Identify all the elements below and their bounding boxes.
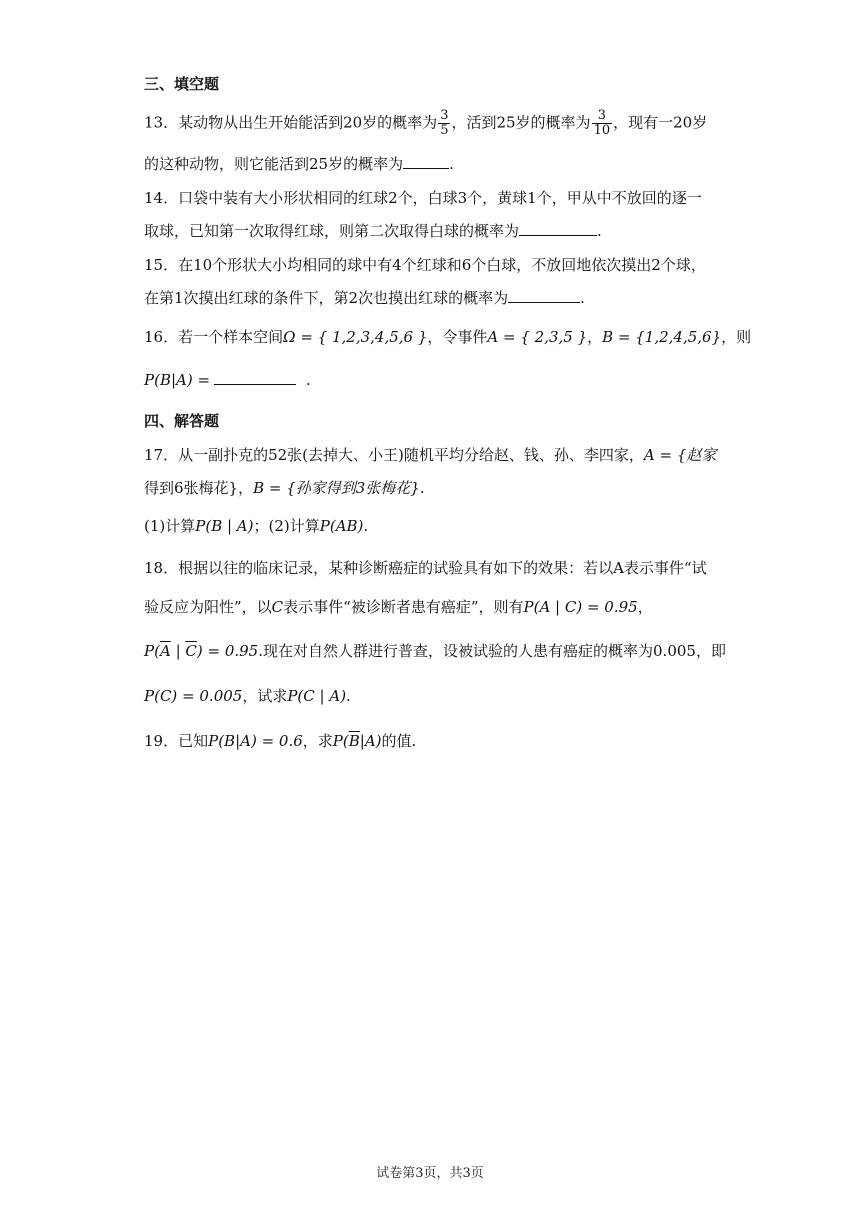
question-text: ，试求 — [242, 687, 288, 705]
question-number: 16． — [144, 328, 179, 346]
math-p-bbar-given-a: $P(\overline{B}|A)$ — [332, 732, 382, 750]
question-text: 在第1次摸出红球的条件下，第2次也摸出红球的概率为 — [144, 289, 509, 307]
question-text: 的值. — [381, 732, 417, 750]
question-text: .现在对自然人群进行普查，设被试验的人患有癌症的概率为0.005，即 — [258, 642, 726, 660]
math-p-c: P(C) = 0.005 — [144, 687, 243, 705]
question-text: 在10个形状大小均相同的球中有4个红球和6个白球，不放回地依次摸出2个球， — [178, 256, 706, 274]
math-event-c: C — [271, 598, 284, 616]
question-text: ， — [587, 328, 603, 346]
question-text: ，令事件 — [427, 328, 488, 346]
math-p-a-given-c: P(A | C) = 0.95 — [523, 598, 638, 616]
math-conditional-probability: P(B|A) = — [144, 371, 211, 389]
question-text: 口袋中装有大小形状相同的红球2个，白球3个，黄球1个，甲从中不放回的逐一 — [178, 189, 702, 207]
question-text: 根据以往的临床记录，某种诊断癌症的试验具有如下的效果：若以A表示事件“试 — [178, 559, 707, 577]
question-text: 已知 — [178, 732, 209, 750]
answer-blank[interactable] — [403, 154, 449, 169]
section-title-fill-in: 三、填空题 — [144, 75, 220, 93]
question-number: 14． — [144, 189, 179, 207]
question-19-line-1 — [144, 730, 720, 752]
question-text: . — [346, 687, 351, 705]
question-text: ，现有一20岁 — [613, 113, 708, 132]
question-15-line-1 — [144, 254, 720, 276]
question-text: . — [449, 155, 454, 173]
question-text: ；(2)计算 — [253, 517, 320, 535]
question-text: ，则 — [721, 328, 752, 346]
fraction-numerator: 3 — [592, 109, 613, 124]
question-14-line-1 — [144, 187, 720, 209]
question-16-line-2 — [144, 369, 720, 391]
math-p-b-given-a: P(B | A) — [195, 517, 254, 535]
fraction-denominator: 10 — [593, 123, 611, 138]
question-number: 19． — [144, 732, 179, 750]
page-footer: 试卷第3页，共3页 — [376, 1166, 484, 1181]
question-17-line-1 — [144, 444, 720, 466]
math-event-a: A = { 2,3,5 } — [487, 328, 588, 346]
question-18-line-4 — [144, 685, 720, 707]
answer-blank[interactable] — [508, 288, 580, 303]
question-text: 验反应为阳性”，以 — [144, 598, 272, 616]
question-17-line-2 — [144, 477, 720, 499]
question-14-line-2 — [144, 220, 720, 242]
question-13-line-2 — [144, 153, 720, 175]
answer-blank[interactable] — [214, 370, 296, 385]
question-text: ，求 — [302, 732, 333, 750]
question-text: 某动物从出生开始能活到20岁的概率为 — [178, 113, 438, 132]
question-17-line-3 — [144, 515, 720, 537]
question-text: ，活到25岁的概率为 — [451, 113, 591, 132]
question-13-line-1 — [144, 109, 720, 138]
math-sample-space: Ω = { 1,2,3,4,5,6 } — [283, 328, 428, 346]
question-18-line-3 — [144, 640, 726, 662]
math-p-ab: P(AB) — [319, 517, 364, 535]
math-event-b: B = {1,2,4,5,6} — [602, 328, 722, 346]
question-18-line-2 — [144, 596, 720, 618]
math-p-c-given-a: P(C | A) — [287, 687, 347, 705]
answer-blank[interactable] — [519, 221, 597, 236]
question-text: 得到6张梅花}， — [144, 479, 254, 497]
question-text: 表示事件“被诊断者患有癌症”，则有 — [283, 598, 524, 616]
question-text: . — [580, 289, 585, 307]
question-text: ， — [637, 598, 653, 616]
question-18-line-1 — [144, 557, 720, 579]
question-text: 从一副扑克的52张(去掉大、小王)随机平均分给赵、钱、孙、李四家， — [178, 446, 644, 464]
fraction-denominator: 5 — [440, 123, 449, 138]
math-p-b-given-a: P(B|A) = 0.6 — [208, 732, 303, 750]
question-text: 若一个样本空间 — [178, 328, 284, 346]
question-text: . — [306, 371, 311, 389]
question-16-line-1 — [144, 326, 752, 348]
fraction-numerator: 3 — [440, 108, 449, 123]
section-title-answer: 四、解答题 — [144, 412, 220, 430]
question-text: . — [597, 222, 602, 240]
fraction-3-10 — [592, 109, 613, 138]
question-text: . — [363, 517, 369, 535]
math-event-b-def: B = {孙家得到3张梅花}. — [253, 479, 425, 497]
question-number: 13． — [144, 113, 179, 132]
question-number: 15． — [144, 256, 179, 274]
question-text: 取球，已知第一次取得红球，则第二次取得白球的概率为 — [144, 222, 520, 240]
question-15-line-2 — [144, 287, 720, 309]
question-text: (1)计算 — [144, 517, 196, 535]
question-number: 18． — [144, 559, 179, 577]
fraction-3-5 — [438, 109, 450, 138]
question-number: 17． — [144, 446, 179, 464]
math-p-abar-given-cbar: $P(\overline{A}$ | $\overline{C}) = 0.95$ — [144, 642, 259, 660]
math-event-a-def: A = {赵家 — [643, 446, 717, 464]
question-text: 的这种动物，则它能活到25岁的概率为 — [144, 155, 404, 173]
